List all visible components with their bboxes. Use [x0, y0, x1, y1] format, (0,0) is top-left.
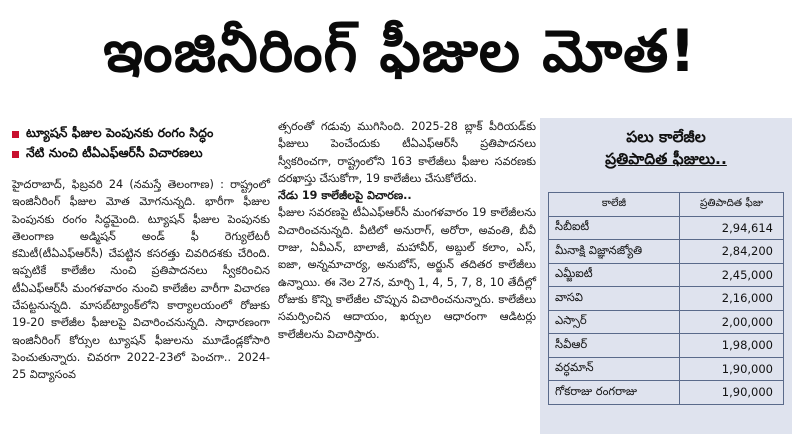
fee-cell: 2,84,200 — [680, 240, 784, 264]
article-paragraph: ఫీజుల సవరణపై టీఏఎఫ్‌ఆర్‌సీ మంగళవారం 19 కాలేజీలను విచారించనున్నది. వీటిలో అనురాగ్‌, అరోరా, అవంతి, బీవీ రాజు, ఏవీఎన్‌, బాలాజీ, మహావీర్‌, అబ్దుల్‌ కలాం, ఎస్‌, ఐజా, అన్నమాచార్య, అనుబోస్‌, అర్జున్‌ తదితర కాలేజీలు ఉన్నాయి. ఈ నెల 27న, మార్చి 1, 4, 5, 7, 8, 10 తేదీల్లో రోజుకు కొన్ని కాలేజీల చొప్పున విచారించనున్నారు. కాలేజీలు సమర్పించిన ఆదాయం, ఖర్చుల ఆధారంగా ఆడిటర్లు కాలేజీలను విచారిస్తారు. — [278, 206, 536, 341]
bullet-item — [12, 144, 274, 164]
fee-cell: 1,90,000 — [680, 357, 784, 381]
college-cell: ఎస్సార్‌ — [549, 310, 680, 334]
college-cell: వర్ధమాన్‌ — [549, 357, 680, 381]
table-row — [549, 381, 784, 405]
bullet-text: నేటి నుంచి టీఏఎఫ్‌ఆర్‌సీ విచారణలు — [26, 144, 203, 160]
table-row — [549, 357, 784, 381]
table-row — [549, 240, 784, 264]
table-header-row — [549, 193, 784, 217]
headline: ఇంజినీరింగ్ ఫీజుల మోత! — [103, 16, 697, 85]
college-cell: మీనాక్షి విజ్ఞానజ్యోతి — [549, 240, 680, 264]
fee-sidebox — [540, 118, 792, 434]
college-cell: సీవీఆర్‌ — [549, 334, 680, 358]
fee-cell: 1,90,000 — [680, 381, 784, 405]
sidebox-title-line1: పలు కాలేజీల — [626, 128, 706, 146]
fee-cell: 1,98,000 — [680, 334, 784, 358]
article-paragraph: హైదరాబాద్‌, ఫిబ్రవరి 24 (నమస్తే తెలంగాణ) : రాష్ట్రంలో ఇంజినీరింగ్‌ ఫీజుల మోత మోగనున్నది. భారీగా ఫీజుల పెంపునకు రంగం సిద్ధమైంది. ట్యూషన్‌ ఫీజుల పెంపునకు తెలంగాణ అడ్మిషన్‌ అండ్‌ ఫీ రెగ్యులేటరీ కమిటీ(టీఏఎఫ్‌ఆర్‌సీ) చేపట్టిన కసరత్తు చివరిదశకు చేరింది. ఇప్పటికే కాలేజీల నుంచి ప్రతిపాదనలు స్వీకరించిన టీఏఎఫ్‌ఆర్‌సీ మంగళవారం నుంచి కాలేజీల వారీగా విచారణ చేపట్టనున్నది. మాసబ్‌ట్యాంక్‌లోని కార్యాలయంలో రోజుకు 19-20 కాలేజీల ఫీజులపై విచారించనున్నది. సాధారణంగా ఇంజినీరింగ్‌ కోర్సుల ట్యూషన్‌ ఫీజులను మూడేండ్లకోసారి పెంచుతున్నారు. చివరగా 2022-23లో పెంచగా.. 2024-25 విద్యాసంవ — [12, 178, 270, 382]
article-subheading: నేడు 19 కాలేజీలపై విచారణ.. — [278, 189, 412, 203]
column-header-college: కాలేజీ — [549, 193, 680, 217]
column-header-fee: ప్రతిపాదిత ఫీజు — [680, 193, 784, 217]
table-row — [549, 334, 784, 358]
college-cell: సీబీఐటీ — [549, 216, 680, 240]
bullet-square-icon — [12, 151, 19, 158]
table-row — [549, 310, 784, 334]
college-cell: వాసవి — [549, 287, 680, 311]
article-column-1 — [12, 176, 270, 384]
sidebox-title-line2: ప్రతిపాదిత ఫీజులు.. — [605, 150, 727, 168]
bullet-list — [12, 124, 274, 164]
table-row — [549, 263, 784, 287]
fee-cell: 2,94,614 — [680, 216, 784, 240]
fee-cell: 2,16,000 — [680, 287, 784, 311]
bullet-square-icon — [12, 131, 19, 138]
fee-table — [548, 192, 784, 405]
article-paragraph: త్సరంతో గడువు ముగిసింది. 2025-28 బ్లాక్‌ పీరియడ్‌కు ఫీజులు పెంచేందుకు టీఏఎఫ్‌ఆర్‌సీ ప్రతిపాదనలు స్వీకరించగా, రాష్ట్రంలోని 163 కాలేజీలు ఫీజుల సవరణకు దరఖాస్తు చేసుకోగా, 19 కాలేజీలు చేసుకోలేదు. — [278, 120, 536, 185]
bullet-text: ట్యూషన్‌ ఫీజుల పెంపునకు రంగం సిద్ధం — [26, 124, 214, 140]
college-cell: ఎమ్జీఐటీ — [549, 263, 680, 287]
table-row — [549, 216, 784, 240]
article-column-2 — [278, 118, 536, 343]
fee-cell: 2,00,000 — [680, 310, 784, 334]
bullet-item — [12, 124, 274, 144]
sidebox-title — [540, 118, 792, 170]
table-row — [549, 287, 784, 311]
college-cell: గోకరాజు రంగరాజు — [549, 381, 680, 405]
fee-cell: 2,45,000 — [680, 263, 784, 287]
